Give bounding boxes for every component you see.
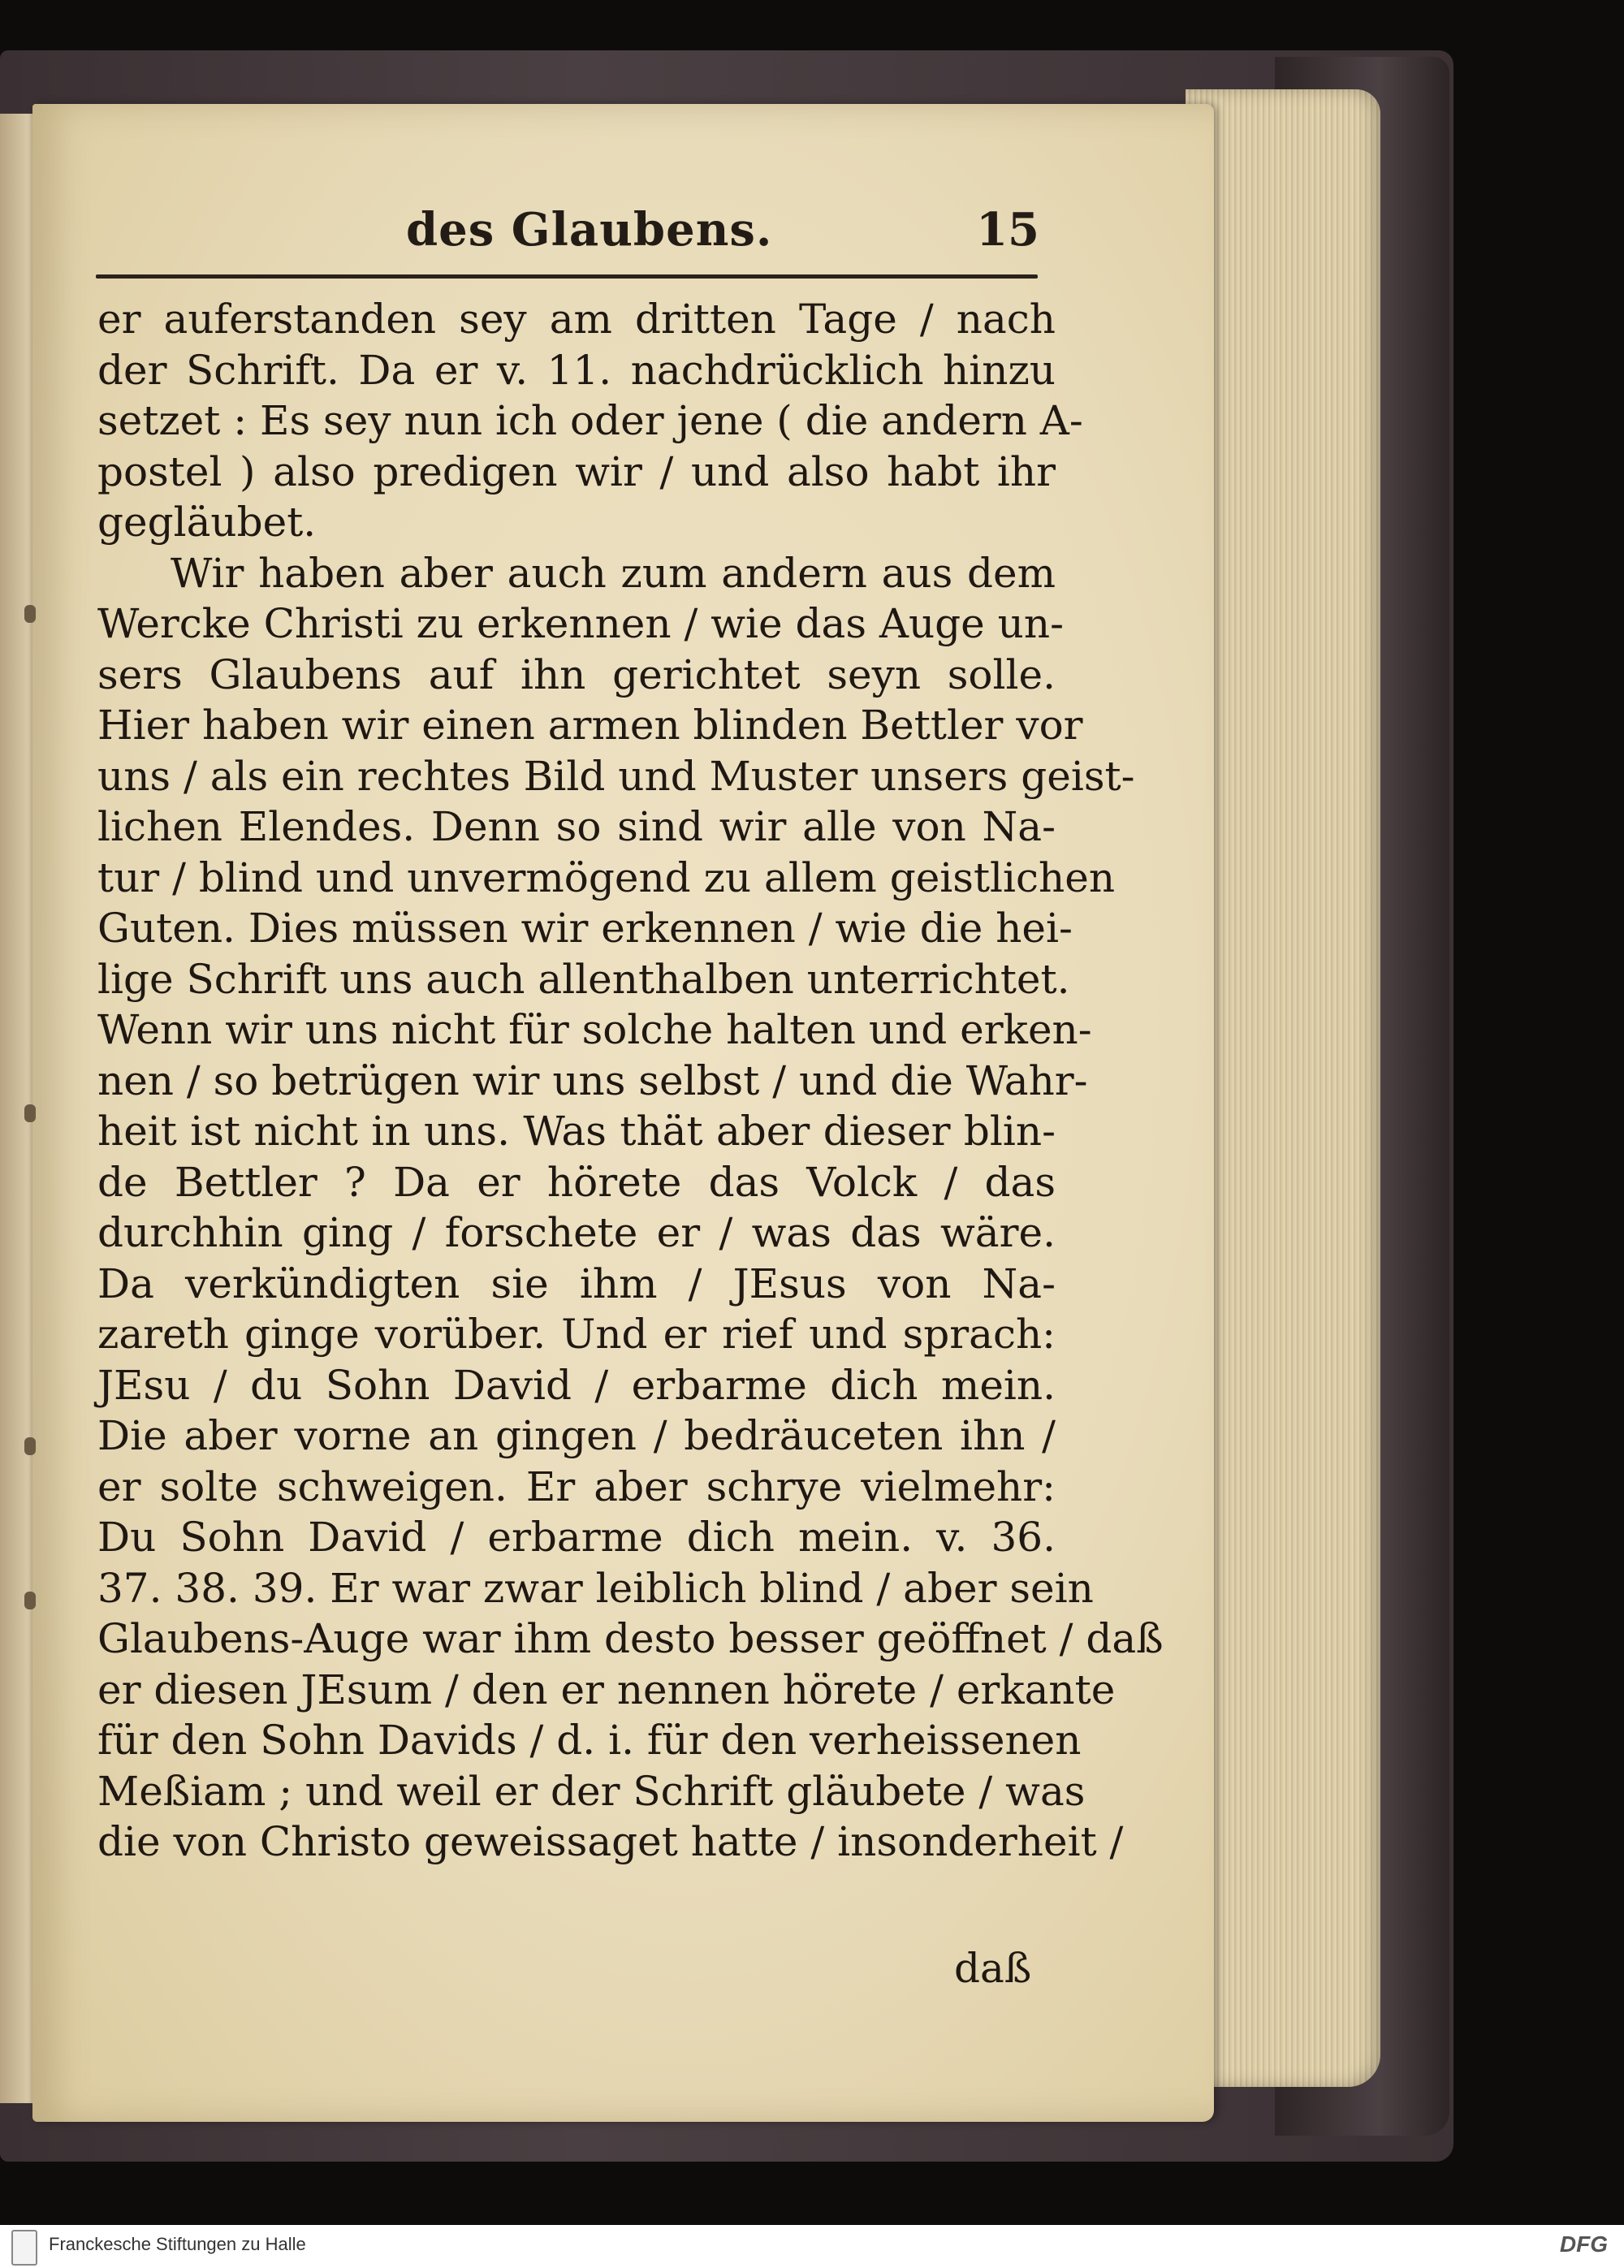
text-line: Da verkündigten sie ihm / JEsus von Na- (97, 1259, 1056, 1307)
page-number: 15 (976, 203, 1039, 257)
sewing-thread-mark (24, 1104, 36, 1122)
text-line: postel ) also predigen wir / und also habt ihr (97, 447, 1056, 495)
text-line: nen / so betrügen wir uns selbst / und die Wahr- (97, 1056, 1088, 1104)
text-line: tur / blind und unvermögend zu allem geistlichen (97, 853, 1116, 901)
text-line: Guten. Dies müssen wir erkennen / wie die hei- (97, 905, 1073, 952)
text-line: die von Christo geweissaget hatte / insonderheit / (97, 1818, 1124, 1865)
text-line: für den Sohn Davids / d. i. für den verheissenen (97, 1717, 1082, 1764)
institution-logo-icon (11, 2230, 37, 2266)
text-line: uns / als ein rechtes Bild und Muster unsers geist- (97, 752, 1135, 800)
text-line: lichen Elendes. Denn so sind wir alle von Na- (97, 803, 1056, 850)
text-line: gegläubet. (97, 499, 317, 546)
text-line: er diesen JEsum / den er nennen hörete / erkante (97, 1665, 1116, 1713)
text-line: Meßiam ; und weil er der Schrift gläubete / was (97, 1767, 1086, 1815)
running-title: des Glaubens. (406, 203, 773, 257)
institution-name: Franckesche Stiftungen zu Halle (49, 2234, 306, 2254)
page-fore-edge (1186, 89, 1380, 2087)
text-line: Wir haben aber auch zum andern aus dem (171, 549, 1056, 597)
text-line: er solte schweigen. Er aber schrye vielmehr: (97, 1462, 1056, 1510)
page-header (89, 203, 1039, 276)
catchword: daß (954, 1945, 1032, 1992)
text-line: heit ist nicht in uns. Was thät aber dieser blin- (97, 1108, 1056, 1155)
text-line: Glaubens-Auge war ihm desto besser geöffnet / daß (97, 1615, 1164, 1662)
text-line: Du Sohn David / erbarme dich mein. v. 36. (97, 1514, 1056, 1561)
footer-bar (0, 2225, 1624, 2268)
sewing-thread-mark (24, 1592, 36, 1609)
text-line: er auferstanden sey am dritten Tage / nach (97, 296, 1056, 343)
text-line: de Bettler ? Da er hörete das Volck / das (97, 1158, 1056, 1206)
text-line: sers Glaubens auf ihn gerichtet seyn solle. (97, 650, 1056, 698)
text-line: JEsu / du Sohn David / erbarme dich mein. (97, 1361, 1056, 1409)
dfg-logo: DFG (1559, 2231, 1608, 2257)
text-line: setzet : Es sey nun ich oder jene ( die andern A- (97, 397, 1083, 444)
sewing-thread-mark (24, 1437, 36, 1455)
text-line: Wercke Christi zu erkennen / wie das Auge un- (97, 600, 1064, 647)
text-line: lige Schrift uns auch allenthalben unterrichtet. (97, 955, 1070, 1003)
text-line: 37. 38. 39. Er war zwar leiblich blind / aber sein (97, 1564, 1094, 1612)
body-text (97, 294, 1164, 1868)
sewing-thread-mark (24, 605, 36, 623)
text-line: zareth ginge vorüber. Und er rief und sprach: (97, 1311, 1056, 1358)
text-line: Wenn wir uns nicht für solche halten und erken- (97, 1006, 1092, 1053)
text-line: durchhin ging / forschete er / was das wäre. (97, 1209, 1056, 1256)
text-line: Hier haben wir einen armen blinden Bettler vor (97, 702, 1083, 749)
text-line: der Schrift. Da er v. 11. nachdrücklich hinzu (97, 346, 1056, 394)
header-rule (96, 274, 1038, 279)
text-line: Die aber vorne an gingen / bedräuceten ihn / (97, 1412, 1056, 1459)
